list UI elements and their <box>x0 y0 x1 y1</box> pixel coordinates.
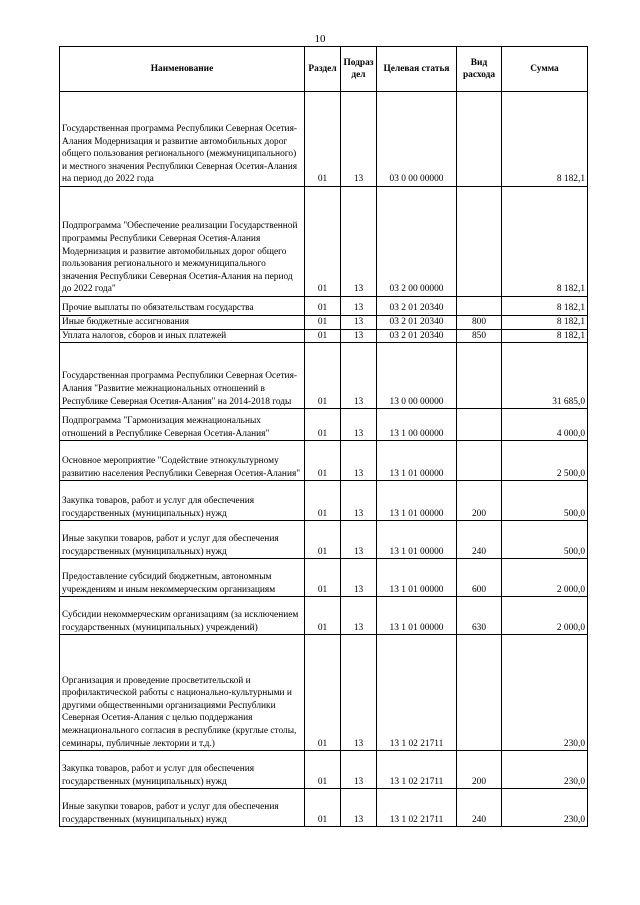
row-name: Иные бюджетные ассигнования <box>60 316 305 330</box>
row-subsection: 13 <box>341 789 377 827</box>
row-section: 01 <box>305 789 341 827</box>
table-row <box>60 316 588 330</box>
row-subsection: 13 <box>341 92 377 187</box>
row-subsection: 13 <box>341 329 377 343</box>
row-subsection: 13 <box>341 481 377 521</box>
row-amount: 2 000,0 <box>502 597 588 635</box>
row-name: Основное мероприятие "Содействие этнокультурному развитию населения Республики Северная Осетия-Алания" <box>60 441 305 481</box>
row-amount: 500,0 <box>502 481 588 521</box>
row-expense-type <box>457 409 502 441</box>
col-header-expense-type: Вид расхода <box>457 47 502 92</box>
row-expense-type: 200 <box>457 751 502 789</box>
row-expense-type <box>457 441 502 481</box>
row-expense-type <box>457 187 502 297</box>
row-target: 13 1 02 21711 <box>377 635 457 751</box>
row-name: Государственная программа Республики Северная Осетия-Алания Модернизация и развитие автомобильных дорог общего пользования регионального (межмуниципального) и местного значения Республики Северная Осетия-Алания на период до 2022 года <box>60 92 305 187</box>
row-section: 01 <box>305 409 341 441</box>
row-subsection: 13 <box>341 751 377 789</box>
row-expense-type: 240 <box>457 789 502 827</box>
row-section: 01 <box>305 297 341 316</box>
row-expense-type: 630 <box>457 597 502 635</box>
row-name: Подпрограмма "Гармонизация межнациональных отношений в Республике Северная Осетия-Алания" <box>60 409 305 441</box>
row-section: 01 <box>305 751 341 789</box>
row-amount: 8 182,1 <box>502 92 588 187</box>
row-target: 13 1 02 21711 <box>377 789 457 827</box>
table-header-row <box>60 47 588 92</box>
row-subsection: 13 <box>341 441 377 481</box>
row-target: 13 0 00 00000 <box>377 343 457 409</box>
row-expense-type: 240 <box>457 521 502 559</box>
row-target: 13 1 00 00000 <box>377 409 457 441</box>
row-name: Иные закупки товаров, работ и услуг для обеспечения государственных (муниципальных) нужд <box>60 789 305 827</box>
row-name: Государственная программа Республики Северная Осетия-Алания "Развитие межнациональных отношений в Республике Северная Осетия-Алания" на 2014-2018 годы <box>60 343 305 409</box>
row-target: 13 1 01 00000 <box>377 521 457 559</box>
col-header-amount: Сумма <box>502 47 588 92</box>
table-row <box>60 409 588 441</box>
table-row <box>60 441 588 481</box>
row-amount: 230,0 <box>502 789 588 827</box>
row-target: 13 1 01 00000 <box>377 559 457 597</box>
table-row <box>60 343 588 409</box>
row-subsection: 13 <box>341 409 377 441</box>
row-amount: 2 500,0 <box>502 441 588 481</box>
row-section: 01 <box>305 92 341 187</box>
table-row <box>60 635 588 751</box>
row-section: 01 <box>305 635 341 751</box>
row-amount: 230,0 <box>502 751 588 789</box>
row-target: 13 1 01 00000 <box>377 597 457 635</box>
row-amount: 8 182,1 <box>502 187 588 297</box>
row-section: 01 <box>305 559 341 597</box>
row-amount: 31 685,0 <box>502 343 588 409</box>
row-amount: 500,0 <box>502 521 588 559</box>
row-target: 03 2 01 20340 <box>377 297 457 316</box>
row-section: 01 <box>305 481 341 521</box>
row-section: 01 <box>305 441 341 481</box>
row-amount: 8 182,1 <box>502 329 588 343</box>
table-row <box>60 92 588 187</box>
row-name: Закупка товаров, работ и услуг для обеспечения государственных (муниципальных) нужд <box>60 481 305 521</box>
row-section: 01 <box>305 343 341 409</box>
table-row <box>60 329 588 343</box>
row-expense-type <box>457 297 502 316</box>
col-header-section: Раздел <box>305 47 341 92</box>
row-target: 13 1 02 21711 <box>377 751 457 789</box>
row-subsection: 13 <box>341 521 377 559</box>
table-row <box>60 559 588 597</box>
row-section: 01 <box>305 316 341 330</box>
row-target: 03 2 00 00000 <box>377 187 457 297</box>
row-name: Иные закупки товаров, работ и услуг для обеспечения государственных (муниципальных) нужд <box>60 521 305 559</box>
row-subsection: 13 <box>341 297 377 316</box>
row-expense-type: 850 <box>457 329 502 343</box>
col-header-subsection: Подраз дел <box>341 47 377 92</box>
row-section: 01 <box>305 597 341 635</box>
row-subsection: 13 <box>341 635 377 751</box>
table-row <box>60 521 588 559</box>
table-row <box>60 789 588 827</box>
row-subsection: 13 <box>341 187 377 297</box>
table-row <box>60 597 588 635</box>
row-name: Прочие выплаты по обязательствам государства <box>60 297 305 316</box>
row-expense-type: 800 <box>457 316 502 330</box>
row-expense-type <box>457 635 502 751</box>
row-expense-type: 600 <box>457 559 502 597</box>
row-name: Субсидии некоммерческим организациям (за исключением государственных (муниципальных) учреждений) <box>60 597 305 635</box>
budget-table <box>59 46 588 827</box>
row-section: 01 <box>305 521 341 559</box>
page-number: 10 <box>314 33 326 45</box>
row-name: Закупка товаров, работ и услуг для обеспечения государственных (муниципальных) нужд <box>60 751 305 789</box>
row-expense-type <box>457 343 502 409</box>
row-target: 03 0 00 00000 <box>377 92 457 187</box>
row-amount: 4 000,0 <box>502 409 588 441</box>
row-amount: 2 000,0 <box>502 559 588 597</box>
row-target: 03 2 01 20340 <box>377 329 457 343</box>
row-amount: 8 182,1 <box>502 316 588 330</box>
table-row <box>60 751 588 789</box>
row-subsection: 13 <box>341 343 377 409</box>
row-target: 13 1 01 00000 <box>377 441 457 481</box>
row-subsection: 13 <box>341 316 377 330</box>
row-expense-type: 200 <box>457 481 502 521</box>
row-target: 13 1 01 00000 <box>377 481 457 521</box>
row-name: Уплата налогов, сборов и иных платежей <box>60 329 305 343</box>
row-target: 03 2 01 20340 <box>377 316 457 330</box>
row-section: 01 <box>305 187 341 297</box>
row-expense-type <box>457 92 502 187</box>
row-name: Предоставление субсидий бюджетным, автономным учреждениям и иным некоммерческим организациям <box>60 559 305 597</box>
row-amount: 8 182,1 <box>502 297 588 316</box>
table-row <box>60 481 588 521</box>
table-row <box>60 187 588 297</box>
row-name: Организация и проведение просветительской и профилактической работы с национально-культурными и другими общественными организациями Республики Северная Осетия-Алания с целью поддержания межнационального согласия в республике (круглые столы, семинары, публичные лектории и т.д.) <box>60 635 305 751</box>
row-subsection: 13 <box>341 559 377 597</box>
row-amount: 230,0 <box>502 635 588 751</box>
col-header-name: Наименование <box>60 47 305 92</box>
row-name: Подпрограмма "Обеспечение реализации Государственной программы Республики Северная Осетия-Алания Модернизация и развитие автомобильных дорог общего пользования регионального и межмуниципального значения Республики Северная Осетия-Алания на период до 2022 года" <box>60 187 305 297</box>
row-subsection: 13 <box>341 597 377 635</box>
col-header-target: Целевая статья <box>377 47 457 92</box>
row-section: 01 <box>305 329 341 343</box>
table-row <box>60 297 588 316</box>
